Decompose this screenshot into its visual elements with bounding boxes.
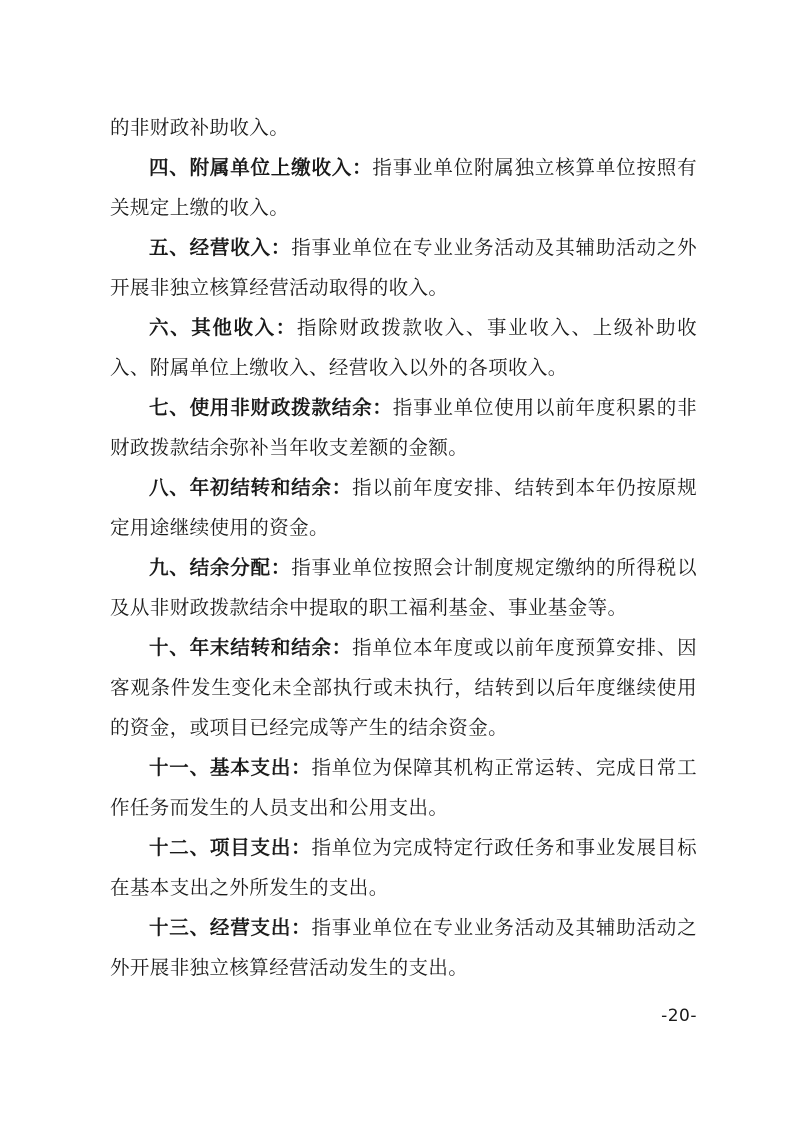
paragraph-text: 指事业单位在专业业务活动及其辅助活动之外开展非独立核算经营活动发生的支出。	[110, 916, 697, 979]
paragraph	[110, 388, 697, 468]
paragraph-text: 指单位本年度或以前年度预算安排、因客观条件发生变化未全部执行或未执行，结转到以后年度继续使用的资金，或项目已经完成等产生的结余资金。	[110, 636, 697, 739]
paragraph-lead: 四、附属单位上缴收入：	[149, 156, 373, 179]
paragraph	[110, 468, 697, 548]
paragraph-text: 指事业单位在专业业务活动及其辅助活动之外开展非独立核算经营活动取得的收入。	[110, 236, 697, 299]
paragraph	[110, 908, 697, 988]
paragraph-lead: 七、使用非财政拨款结余：	[149, 396, 393, 419]
paragraph	[110, 228, 697, 308]
paragraph	[110, 628, 697, 748]
paragraph-text: 指以前年度安排、结转到本年仍按原规定用途继续使用的资金。	[110, 476, 697, 539]
paragraph-lead: 十二、项目支出：	[149, 836, 312, 859]
paragraph	[110, 548, 697, 628]
paragraph-lead: 九、结余分配：	[149, 556, 292, 579]
paragraph-lead: 十一、基本支出：	[149, 756, 312, 779]
paragraph	[110, 828, 697, 908]
document-body	[110, 108, 697, 988]
paragraph-lead: 六、其他收入：	[149, 316, 297, 339]
paragraph	[110, 748, 697, 828]
paragraph-text: 指事业单位按照会计制度规定缴纳的所得税以及从非财政拨款结余中提取的职工福利基金、事业基金等。	[110, 556, 697, 619]
paragraph-lead: 八、年初结转和结余：	[149, 476, 353, 499]
paragraph-lead: 五、经营收入：	[149, 236, 292, 259]
paragraph-lead: 十三、经营支出：	[149, 916, 312, 939]
paragraph-text: 指除财政拨款收入、事业收入、上级补助收入、附属单位上缴收入、经营收入以外的各项收入。	[110, 316, 697, 379]
paragraph-text: 的非财政补助收入。	[110, 116, 290, 139]
paragraph-text: 指单位为完成特定行政任务和事业发展目标在基本支出之外所发生的支出。	[110, 836, 697, 899]
paragraph	[110, 148, 697, 228]
page-number: -20-	[661, 1006, 697, 1026]
paragraph-lead: 十、年末结转和结余：	[149, 636, 353, 659]
paragraph	[110, 108, 697, 148]
paragraph-text: 指事业单位使用以前年度积累的非财政拨款结余弥补当年收支差额的金额。	[110, 396, 697, 459]
paragraph	[110, 308, 697, 388]
paragraph-text: 指单位为保障其机构正常运转、完成日常工作任务而发生的人员支出和公用支出。	[110, 756, 697, 819]
paragraph-text: 指事业单位附属独立核算单位按照有关规定上缴的收入。	[110, 156, 697, 219]
